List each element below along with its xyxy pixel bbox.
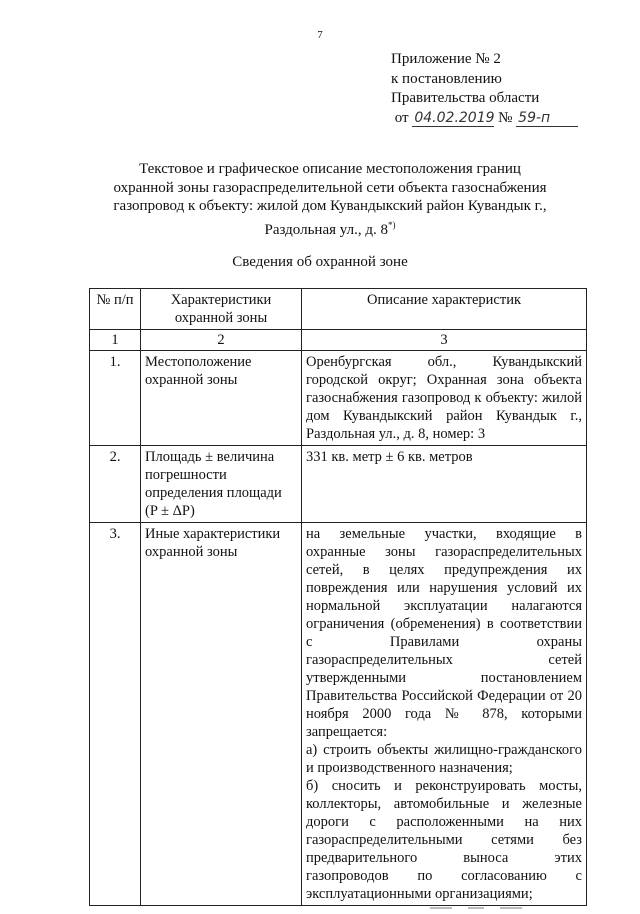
number-prefix: №: [498, 109, 513, 126]
title-line-3: газопровод к объекту: жилой дом Кувандыкский район Кувандык г.,: [113, 198, 547, 214]
table-header-row: [90, 289, 587, 330]
zone-info-table: [89, 288, 587, 906]
header-description: Описание характеристик: [302, 289, 587, 330]
appendix-line-3: Правительства области: [391, 90, 540, 106]
row-description: [302, 523, 587, 906]
scan-mark: [468, 907, 484, 909]
index-cell-1: 1: [90, 330, 141, 351]
title-line-2: охранной зоны газораспределительной сети объекта газоснабжения: [113, 179, 547, 196]
row-number: 1.: [90, 351, 141, 446]
handwritten-date: 04.02.2019: [414, 109, 495, 126]
appendix-line-1: Приложение № 2: [391, 51, 501, 67]
description-paragraph-3: б) сносить и реконструировать мосты, коллекторы, автомобильные и железные дороги с расположенными на них газораспределительными сетями без предварительного выноса этих газопроводов по согласованию с эксплуатационными организациями;: [306, 778, 582, 902]
title-line-4-text: Раздольная ул., д. 8: [264, 221, 388, 238]
table-index-row: [90, 330, 587, 351]
scan-mark: [430, 907, 452, 909]
table-row: [90, 446, 587, 523]
header-number: № п/п: [90, 289, 141, 330]
row-characteristic: Иные характеристики охранной зоны: [141, 523, 302, 906]
document-title: [60, 160, 600, 239]
scan-mark: [500, 907, 522, 909]
title-line-4: [60, 216, 600, 240]
index-cell-3: 3: [302, 330, 587, 351]
footnote-mark: *): [387, 219, 396, 230]
description-paragraph-1: на земельные участки, входящие в охранные зоны газораспределительных сетей, в целях предупреждения их повреждения или нарушения условий их нормальной эксплуатации налагаются ограничения (обременения) в соответствии с Правилами охраны газораспределительных сетей утвержденными постановлением Правительства Российской Федерации от 20 ноября 2000 года № 878, которыми запрещается:: [306, 526, 582, 740]
index-cell-2: 2: [141, 330, 302, 351]
section-subtitle: Сведения об охранной зоне: [232, 254, 408, 270]
row-description: 331 кв. метр ± 6 кв. метров: [302, 446, 587, 523]
title-line-1: Текстовое и графическое описание местоположения границ: [139, 161, 521, 177]
description-paragraph-2: а) строить объекты жилищно-гражданского и производственного назначения;: [306, 742, 582, 776]
row-characteristic: Площадь ± величина погрешности определения площади (P ± ΔP): [141, 446, 302, 523]
row-description: Оренбургская обл., Кувандыкский городской округ; Охранная зона объекта газоснабжения газопровод к объекту: жилой дом Кувандыкский район Кувандык г., Раздольная ул., д. 8, номер: 3: [302, 351, 587, 446]
row-number: 2.: [90, 446, 141, 523]
scan-footer-marks: [430, 896, 570, 899]
appendix-block: [391, 50, 578, 128]
appendix-line-2: к постановлению: [391, 70, 502, 87]
date-prefix: от: [394, 109, 409, 126]
row-number: 3.: [90, 523, 141, 906]
table-row: [90, 351, 587, 446]
row-characteristic: Местоположение охранной зоны: [141, 351, 302, 446]
header-characteristics: Характеристики охранной зоны: [141, 289, 302, 330]
appendix-date-line: [391, 109, 578, 129]
page-number: 7: [317, 29, 323, 41]
handwritten-number: 59-п: [516, 111, 578, 127]
table-row: [90, 523, 587, 906]
